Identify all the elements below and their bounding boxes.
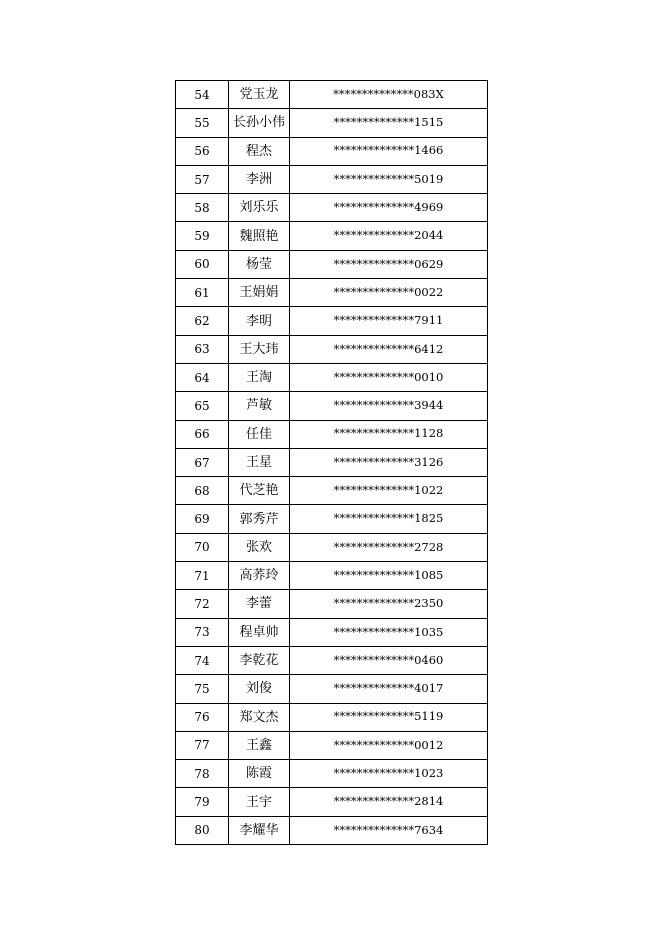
row-number-cell: 63 bbox=[176, 335, 229, 363]
row-number-cell: 66 bbox=[176, 420, 229, 448]
id-number-cell: **************1023 bbox=[290, 760, 488, 788]
name-cell: 程杰 bbox=[229, 137, 290, 165]
name-cell: 王宇 bbox=[229, 788, 290, 816]
name-cell: 王星 bbox=[229, 448, 290, 476]
table-row bbox=[176, 335, 488, 363]
id-number-cell: **************0629 bbox=[290, 250, 488, 278]
name-cell: 代芝艳 bbox=[229, 477, 290, 505]
id-number-cell: **************5019 bbox=[290, 165, 488, 193]
name-cell: 魏照艳 bbox=[229, 222, 290, 250]
row-number-cell: 72 bbox=[176, 590, 229, 618]
table-row bbox=[176, 392, 488, 420]
table-row bbox=[176, 279, 488, 307]
name-cell: 王鑫 bbox=[229, 731, 290, 759]
id-number-cell: **************1128 bbox=[290, 420, 488, 448]
name-cell: 郭秀芹 bbox=[229, 505, 290, 533]
name-cell: 王大玮 bbox=[229, 335, 290, 363]
name-cell: 李耀华 bbox=[229, 816, 290, 844]
table-row bbox=[176, 646, 488, 674]
row-number-cell: 76 bbox=[176, 703, 229, 731]
table-row bbox=[176, 731, 488, 759]
name-cell: 李乾花 bbox=[229, 646, 290, 674]
row-number-cell: 67 bbox=[176, 448, 229, 476]
id-number-cell: **************083X bbox=[290, 81, 488, 109]
row-number-cell: 58 bbox=[176, 194, 229, 222]
name-cell: 长孙小伟 bbox=[229, 109, 290, 137]
name-cell: 李明 bbox=[229, 307, 290, 335]
name-cell: 李蕾 bbox=[229, 590, 290, 618]
id-number-cell: **************1085 bbox=[290, 562, 488, 590]
name-cell: 李洲 bbox=[229, 165, 290, 193]
name-cell: 王淘 bbox=[229, 363, 290, 391]
name-cell: 程卓帅 bbox=[229, 618, 290, 646]
id-number-cell: **************3126 bbox=[290, 448, 488, 476]
row-number-cell: 70 bbox=[176, 533, 229, 561]
name-cell: 陈霞 bbox=[229, 760, 290, 788]
table-row bbox=[176, 137, 488, 165]
name-cell: 杨莹 bbox=[229, 250, 290, 278]
id-number-cell: **************1035 bbox=[290, 618, 488, 646]
row-number-cell: 60 bbox=[176, 250, 229, 278]
name-cell: 刘乐乐 bbox=[229, 194, 290, 222]
id-number-cell: **************2728 bbox=[290, 533, 488, 561]
table-row bbox=[176, 675, 488, 703]
table-row bbox=[176, 505, 488, 533]
table-row bbox=[176, 533, 488, 561]
table-row bbox=[176, 590, 488, 618]
id-number-cell: **************0012 bbox=[290, 731, 488, 759]
table-row bbox=[176, 194, 488, 222]
row-number-cell: 79 bbox=[176, 788, 229, 816]
row-number-cell: 68 bbox=[176, 477, 229, 505]
name-cell: 刘俊 bbox=[229, 675, 290, 703]
name-cell: 王娟娟 bbox=[229, 279, 290, 307]
id-number-cell: **************4969 bbox=[290, 194, 488, 222]
table-row bbox=[176, 307, 488, 335]
id-number-cell: **************0010 bbox=[290, 363, 488, 391]
row-number-cell: 64 bbox=[176, 363, 229, 391]
table-row bbox=[176, 420, 488, 448]
id-number-cell: **************7911 bbox=[290, 307, 488, 335]
name-cell: 任佳 bbox=[229, 420, 290, 448]
id-number-cell: **************3944 bbox=[290, 392, 488, 420]
table-row bbox=[176, 562, 488, 590]
table-row bbox=[176, 363, 488, 391]
name-cell: 芦敏 bbox=[229, 392, 290, 420]
name-cell: 党玉龙 bbox=[229, 81, 290, 109]
row-number-cell: 77 bbox=[176, 731, 229, 759]
row-number-cell: 56 bbox=[176, 137, 229, 165]
row-number-cell: 80 bbox=[176, 816, 229, 844]
row-number-cell: 73 bbox=[176, 618, 229, 646]
row-number-cell: 74 bbox=[176, 646, 229, 674]
id-number-cell: **************5119 bbox=[290, 703, 488, 731]
id-number-cell: **************2350 bbox=[290, 590, 488, 618]
id-number-cell: **************2044 bbox=[290, 222, 488, 250]
row-number-cell: 69 bbox=[176, 505, 229, 533]
name-cell: 张欢 bbox=[229, 533, 290, 561]
id-number-cell: **************6412 bbox=[290, 335, 488, 363]
id-number-cell: **************0022 bbox=[290, 279, 488, 307]
row-number-cell: 75 bbox=[176, 675, 229, 703]
id-number-cell: **************0460 bbox=[290, 646, 488, 674]
table-row bbox=[176, 703, 488, 731]
roster-table-body bbox=[176, 81, 488, 845]
table-row bbox=[176, 81, 488, 109]
id-number-cell: **************1466 bbox=[290, 137, 488, 165]
id-number-cell: **************1825 bbox=[290, 505, 488, 533]
row-number-cell: 55 bbox=[176, 109, 229, 137]
row-number-cell: 71 bbox=[176, 562, 229, 590]
row-number-cell: 57 bbox=[176, 165, 229, 193]
id-number-cell: **************7634 bbox=[290, 816, 488, 844]
table-row bbox=[176, 816, 488, 844]
table-row bbox=[176, 618, 488, 646]
table-row bbox=[176, 477, 488, 505]
name-cell: 郑文杰 bbox=[229, 703, 290, 731]
table-row bbox=[176, 109, 488, 137]
row-number-cell: 62 bbox=[176, 307, 229, 335]
row-number-cell: 65 bbox=[176, 392, 229, 420]
table-row bbox=[176, 760, 488, 788]
table-row bbox=[176, 165, 488, 193]
roster-table bbox=[175, 80, 488, 845]
name-cell: 高荞玲 bbox=[229, 562, 290, 590]
row-number-cell: 59 bbox=[176, 222, 229, 250]
row-number-cell: 54 bbox=[176, 81, 229, 109]
id-number-cell: **************1515 bbox=[290, 109, 488, 137]
table-row bbox=[176, 788, 488, 816]
id-number-cell: **************2814 bbox=[290, 788, 488, 816]
table-row bbox=[176, 448, 488, 476]
id-number-cell: **************1022 bbox=[290, 477, 488, 505]
table-row bbox=[176, 250, 488, 278]
id-number-cell: **************4017 bbox=[290, 675, 488, 703]
table-row bbox=[176, 222, 488, 250]
row-number-cell: 78 bbox=[176, 760, 229, 788]
row-number-cell: 61 bbox=[176, 279, 229, 307]
